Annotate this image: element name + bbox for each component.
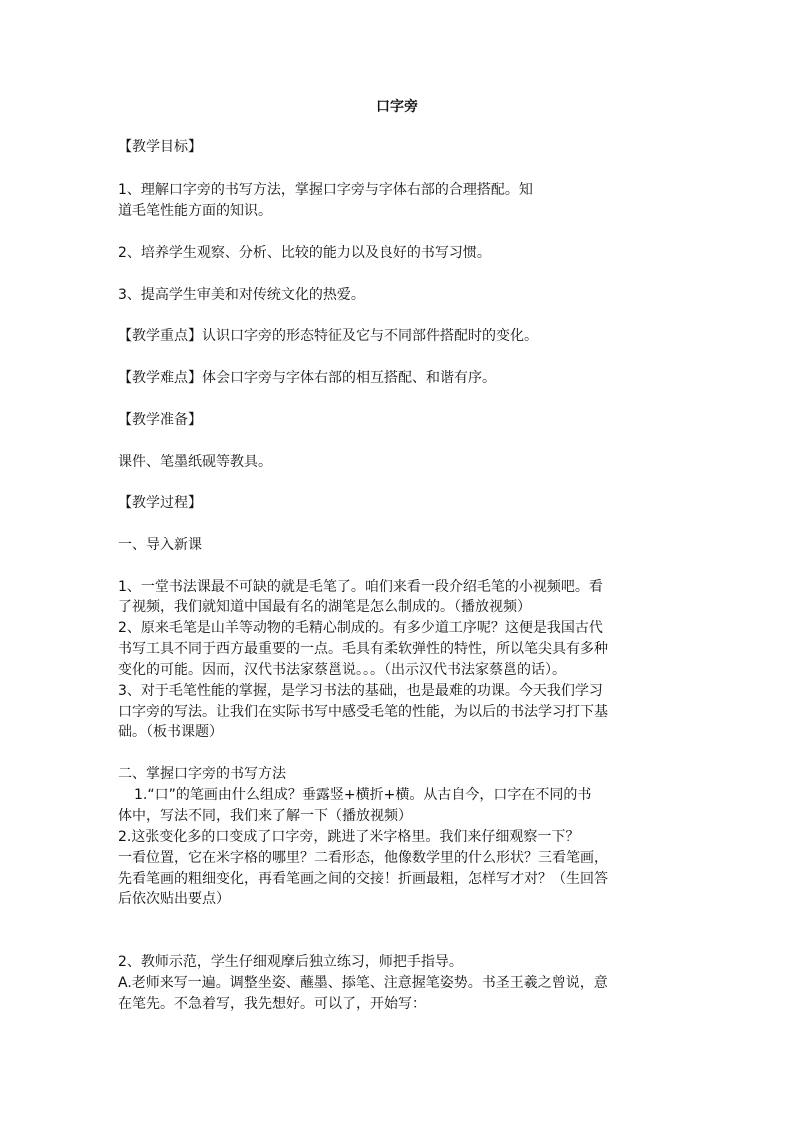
paragraph-line: 1.“口”的笔画由什么组成？垂露竖+横折+横。从古自今，口字在不同的书	[134, 787, 592, 803]
paragraph-line: 3、对于毛笔性能的掌握，是学习书法的基础，也是最难的功课。今天我们学习	[118, 683, 603, 699]
paragraph-difficulty: 【教学难点】体会口字旁与字体右部的相互搭配、和谐有序。	[118, 370, 496, 386]
paragraph-line: A.老师来写一遍。调整坐姿、蘸墨、掭笔、注意握笔姿势。书圣王羲之曾说，意	[118, 975, 608, 991]
document-title: 口字旁	[376, 99, 418, 115]
section-heading-prep: 【教学准备】	[118, 412, 202, 428]
paragraph-line: 2.这张变化多的口变成了口字旁，跳进了米字格里。我们来仔细观察一下？	[118, 829, 580, 845]
paragraph-line: 2、原来毛笔是山羊等动物的毛精心制成的。有多少道工序呢？这便是我国古代	[118, 620, 603, 636]
paragraph-line: 变化的可能。因而，汉代书法家蔡邕说。。。（出示汉代书法家蔡邕的话）。	[118, 662, 566, 678]
paragraph-line: 后依次贴出要点）	[118, 891, 230, 907]
section-heading-goals: 【教学目标】	[118, 139, 202, 155]
paragraph-line: 书写工具不同于西方最重要的一点。毛具有柔软弹性的特性，所以笔尖具有多种	[118, 641, 608, 657]
section-heading-process: 【教学过程】	[118, 495, 202, 511]
paragraph-line: 2、培养学生观察、分析、比较的能力以及良好的书写习惯。	[118, 245, 491, 261]
paragraph-line: 在笔先。不急着写，我先想好。可以了，开始写：	[118, 996, 426, 1012]
part-heading: 一、导入新课	[118, 537, 202, 553]
paragraph-line: 础。（板书课题）	[118, 724, 223, 740]
paragraph-line: 体中，写法不同，我们来了解一下（播放视频）	[118, 808, 412, 824]
paragraph-line: 了视频，我们就知道中国最有名的湖笔是怎么制成的。（播放视频）	[118, 599, 531, 615]
paragraph-focus: 【教学重点】认识口字旁的形态特征及它与不同部件搭配时的变化。	[118, 328, 538, 344]
paragraph-line: 道毛笔性能方面的知识。	[118, 203, 272, 219]
paragraph-line: 2、教师示范，学生仔细观摩后独立练习，师把手指导。	[118, 954, 463, 970]
paragraph-line: 1、一堂书法课最不可缺的就是毛笔了。咱们来看一段介绍毛笔的小视频吧。看	[118, 579, 603, 595]
paragraph-line: 3、提高学生审美和对传统文化的热爱。	[118, 287, 365, 303]
part-heading: 二、掌握口字旁的书写方法	[118, 766, 286, 782]
paragraph-line: 1、理解口字旁的书写方法，掌握口字旁与字体右部的合理搭配。知	[118, 182, 533, 198]
paragraph-line: 先看笔画的粗细变化，再看笔画之间的交接！折画最粗，怎样写才对？（生回答	[118, 871, 608, 887]
paragraph-line: 口字旁的写法。让我们在实际书写中感受毛笔的性能，为以后的书法学习打下基	[118, 704, 608, 720]
paragraph-line: 课件、笔墨纸砚等教具。	[118, 454, 272, 470]
paragraph-line: 一看位置，它在米字格的哪里？二看形态，他像数学里的什么形状？三看笔画，	[118, 850, 608, 866]
